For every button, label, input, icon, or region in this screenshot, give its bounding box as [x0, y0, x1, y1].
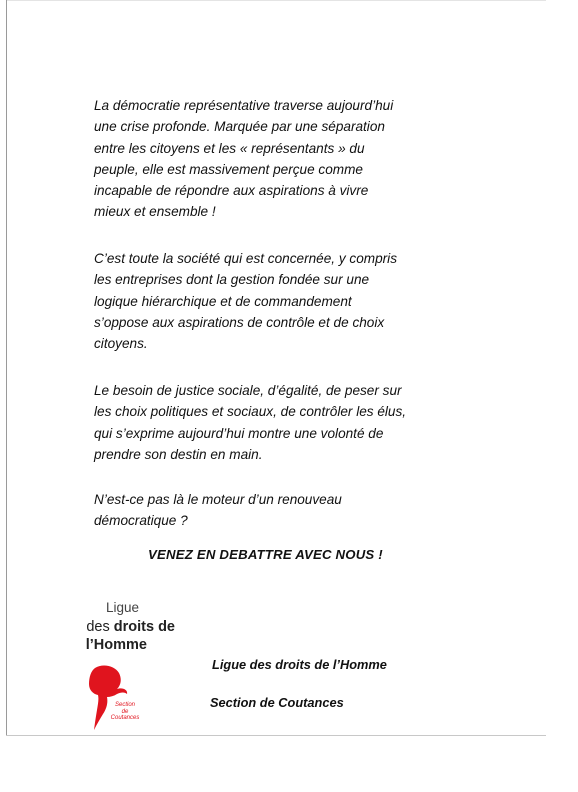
paragraph-line: prendre son destin en main. — [94, 446, 263, 462]
caption-line: de — [121, 708, 129, 715]
paragraph-line: logique hiérarchique et de commandement — [94, 293, 352, 309]
signature-section: Section de Coutances — [210, 695, 344, 710]
paragraph-line: mieux et ensemble ! — [94, 204, 216, 220]
paragraph-democratic-crisis — [94, 95, 494, 223]
logo-text-ligue: Ligue — [105, 600, 139, 615]
paragraph-social-justice — [94, 380, 494, 465]
paragraph-line: les entreprises dont la gestion fondée sur une — [94, 272, 370, 288]
red-bonnet-icon — [81, 664, 131, 734]
paragraph-line: N’est-ce pas là le moteur d’un renouveau — [94, 492, 342, 507]
caption-line: Coutances — [110, 715, 140, 721]
paragraph-line: les choix politiques et sociaux, de contrôler les élus, — [94, 404, 407, 420]
paragraph-line: s’oppose aux aspirations de contrôle et de choix — [94, 314, 385, 330]
paragraph-line: incapable de répondre aux aspirations à vivre — [94, 183, 369, 199]
caption-line: Section — [114, 702, 135, 708]
logo-section-caption — [107, 702, 143, 722]
signature-organization: Ligue des droits de l’Homme — [212, 657, 387, 672]
paragraph-line: une crise profonde. Marquée par une séparation — [94, 119, 385, 135]
logo-text-des: des — [86, 619, 114, 635]
paragraph-line: peuple, elle est massivement perçue comme — [94, 161, 363, 177]
paragraph-line: C’est toute la société qui est concernée, y compris — [94, 251, 397, 266]
paragraph-line: La démocratie représentative traverse aujourd’hui — [94, 98, 394, 113]
paragraph-society-concerned — [94, 248, 494, 354]
page-top-edge — [6, 0, 546, 1]
paragraph-line: Le besoin de justice sociale, d’égalité, de peser sur — [94, 383, 402, 398]
page-left-edge — [6, 0, 7, 735]
logo-text-homme: l’Homme — [85, 637, 147, 653]
logo-text-droits-de: droits de — [113, 619, 175, 635]
paragraph-line: qui s’exprime aujourd’hui montre une volonté de — [94, 425, 384, 441]
paragraph-line: entre les citoyens et les « représentants » du — [94, 140, 365, 156]
ldh-logo — [45, 598, 185, 738]
paragraph-democratic-renewal — [94, 489, 494, 532]
call-to-action: VENEZ EN DEBATTRE AVEC NOUS ! — [148, 547, 383, 562]
logo-text-droits — [86, 619, 175, 635]
paragraph-line: démocratique ? — [94, 513, 188, 529]
paragraph-line: citoyens. — [94, 336, 148, 352]
